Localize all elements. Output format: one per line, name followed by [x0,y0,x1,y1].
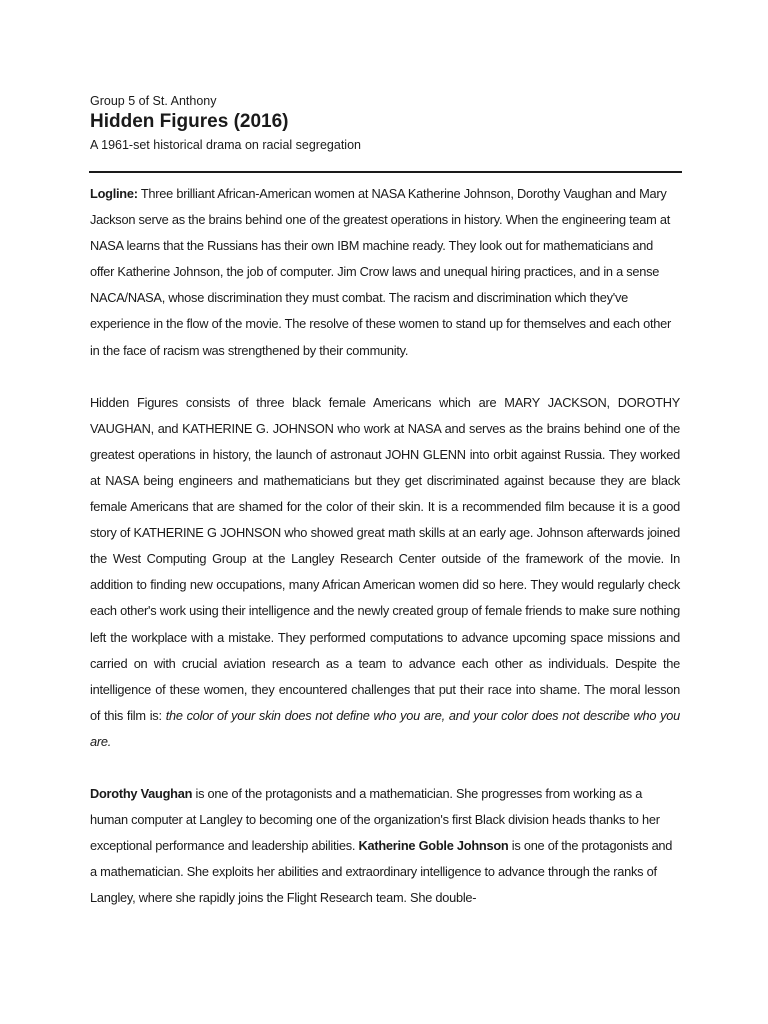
character-name-katherine: Katherine Goble Johnson [358,838,509,854]
characters-paragraph [90,781,680,911]
summary-text: Hidden Figures consists of three black female Americans which are MARY JACKSON, DOROTHY VAUGHAN, and KATHERINE G. JOHNSON who work at NASA and serves as the brains behind one of the greatest operations in history, the launch of astronaut JOHN GLENN into orbit against Russia. They worked at NASA being engineers and mathematicians but they get discriminated against because they are black female Americans that are shamed for the color of their skin. It is a recommended film because it is a good story of KATHERINE G JOHNSON who showed great math skills at an early age. Johnson afterwards joined the West Computing Group at the Langley Research Center outside of the framework of the movie. In addition to finding new occupations, many African American women did so here. They would regularly check each other's work using their intelligence and the newly created group of female friends to make sure nothing left the workplace with a mistake. They performed computations to advance upcoming space missions and carried on with crucial aviation research as a team to advance each other as individuals. Despite the intelligence of these women, they encountered challenges that put their race into shame. The moral lesson of this film is: [90,394,680,723]
document-subtitle: A 1961-set historical drama on racial segregation [90,138,361,152]
group-label: Group 5 of St. Anthony [90,94,217,108]
document-title: Hidden Figures (2016) [90,111,289,132]
logline-text: Three brilliant African-American women at NASA Katherine Johnson, Dorothy Vaughan and Mary Jackson serve as the brains behind one of the greatest operations in history. When the engineering team at NASA learns that the Russians has their own IBM machine ready. They look out for mathematicians and offer Katherine Johnson, the job of computer. Jim Crow laws and unequal hiring practices, and in a sense NACA/NASA, whose discrimination they must combat. The racism and discrimination which they've experience in the flow of the movie. The resolve of these women to stand up for themselves and each other in the face of racism was strengthened by their community. [90,186,672,358]
header-divider [89,171,682,173]
logline-label: Logline: [90,186,138,201]
logline-paragraph [90,181,680,364]
summary-paragraph [90,390,680,755]
document-header [90,93,690,153]
moral-lesson: the color of your skin does not define who you are, and your color does not describe who you are. [90,707,680,749]
document-body [90,181,680,937]
character-text-dorothy: is one of the protagonists and a mathematician. She progresses from working as a human computer at Langley to becoming one of the organization's first Black division heads thanks to her exceptional performance and leadership abilities. [90,785,660,854]
character-text-katherine: is one of the protagonists and a mathematician. She exploits her abilities and extraordinary intelligence to advance through the ranks of Langley, where she rapidly joins the Flight Research team. She double- [90,838,673,906]
character-name-dorothy: Dorothy Vaughan [90,785,193,801]
